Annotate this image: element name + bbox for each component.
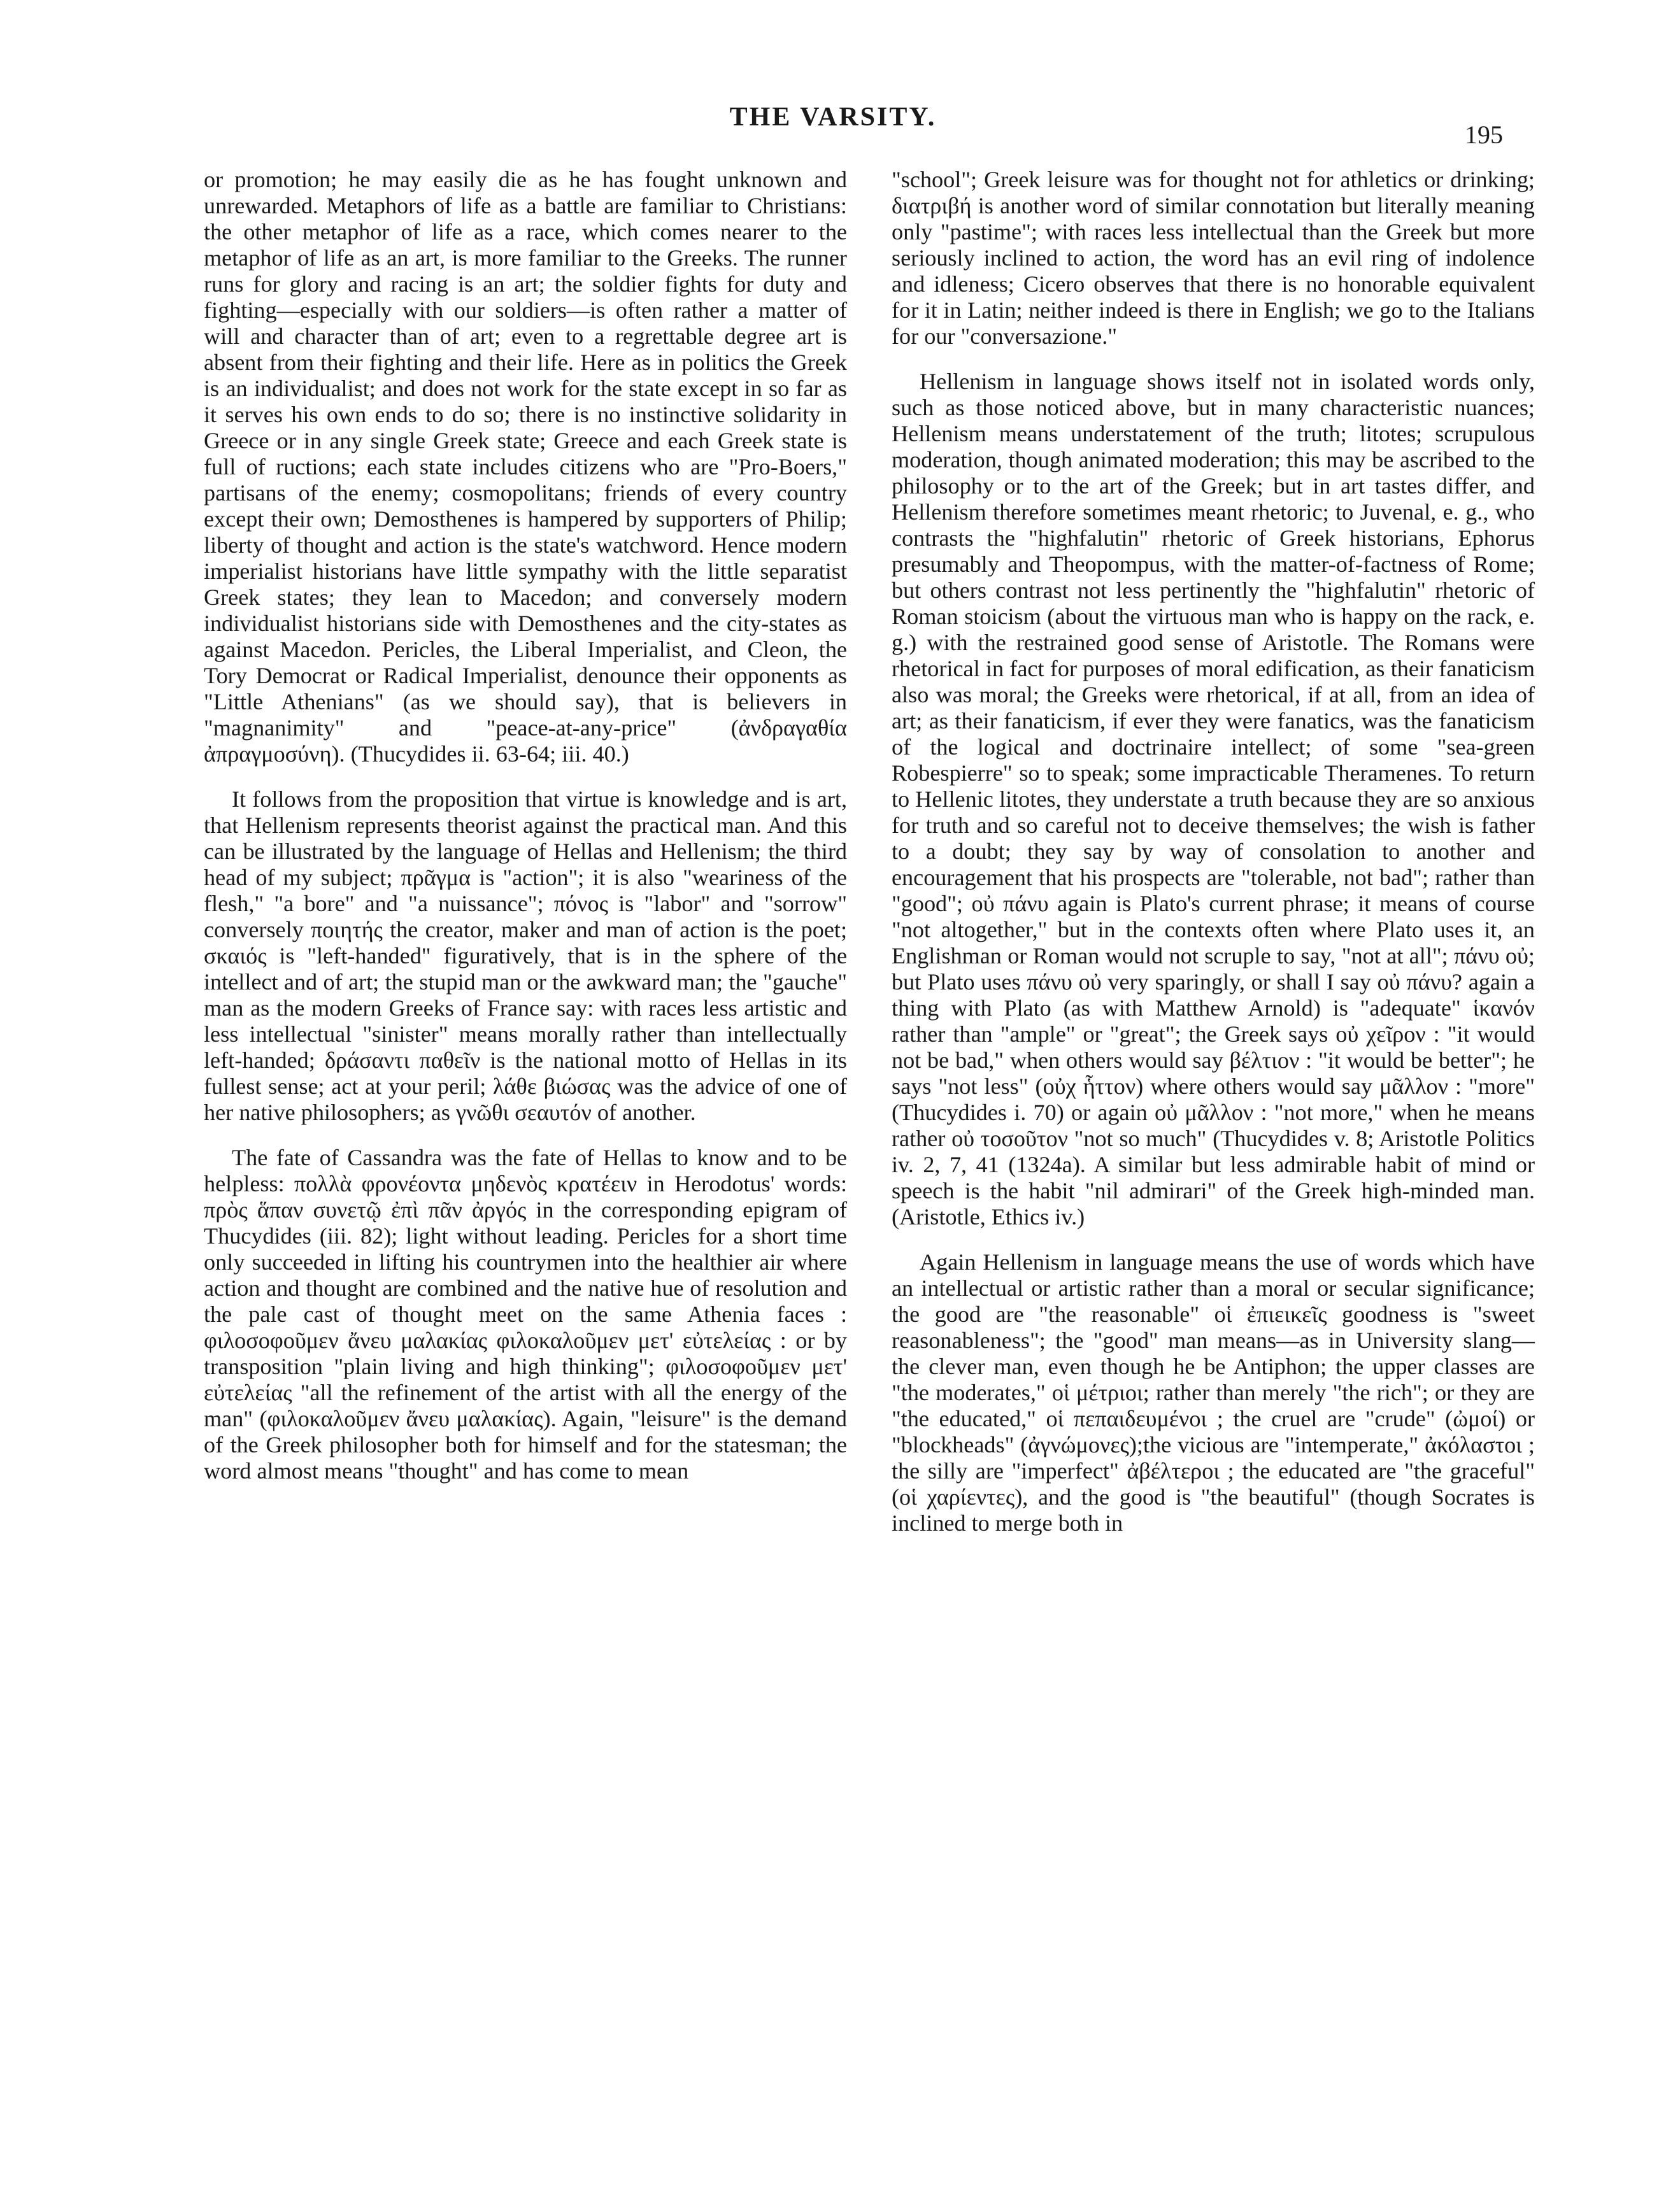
journal-title: THE VARSITY.	[729, 103, 937, 132]
right-column	[892, 167, 1535, 1556]
paragraph: The fate of Cassandra was the fate of Hellas to know and to be helpless: πολλὰ φρονέοντα μηδενὸς κρατέειν in Herodotus' words: πρὸς ἅπαν συνετῷ ἐπὶ πᾶν ἀργός in the corresponding epigram of Thucydides (iii. 82); light without leading. Pericles for a short time only succeeded in lifting his countrymen into the healthier air where action and thought are combined and the native hue of resolution and the pale cast of thought meet on the same Athenia faces : φιλοσοφοῦμεν ἄνευ μαλακίας φιλοκαλοῦμεν μετ' εὐτελείας : or by transposition "plain living and high thinking"; φιλοσοφοῦμεν μετ' εὐτελείας "all the refinement of the artist with all the energy of the man" (φιλοκαλοῦμεν ἄνευ μαλακίας). Again, "leisure" is the demand of the Greek philosopher both for himself and for the statesman; the word almost means "thought" and has come to mean	[204, 1145, 847, 1484]
paragraph: "school"; Greek leisure was for thought not for athletics or drinking; διατριβή is another word of similar connotation but literally meaning only "pastime"; with races less intellectual than the Greek but more seriously inclined to action, the word has an evil ring of indolence and idleness; Cicero observes that there is no honorable equivalent for it in Latin; neither indeed is there in English; we go to the Italians for our "conversazione."	[892, 167, 1535, 349]
page-number: 195	[1465, 120, 1503, 149]
paragraph: Again Hellenism in language means the use of words which have an intellectual or artistic rather than a moral or secular significance; the good are "the reasonable" οἱ ἐπιεικεῖς goodness is "sweet reasonableness"; the "good" man means—as in University slang—the clever man, even though he be Antiphon; the upper classes are "the moderates," οἱ μέτριοι; rather than merely "the rich"; or they are "the educated," οἱ πεπαιδευμένοι ; the cruel are "crude" (ὠμοί) or "blockheads" (ἀγνώμονες);the vicious are "intemperate," ἀκόλαστοι ; the silly are "imperfect" ἀβέλτεροι ; the educated are "the graceful" (οἱ χαρίεντες), and the good is "the beautiful" (though Socrates is inclined to merge both in	[892, 1249, 1535, 1536]
paragraph: or promotion; he may easily die as he has fought unknown and unrewarded. Metaphors of life as a battle are familiar to Christians: the other metaphor of life as a race, which comes nearer to the metaphor of life as an art, is more familiar to the Greeks. The runner runs for glory and racing is an art; the soldier fights for duty and fighting—especially with our soldiers—is often rather a matter of will and character than of art; even to a regrettable degree art is absent from their fighting and their life. Here as in politics the Greek is an individualist; and does not work for the state except in so far as it serves his own ends to do so; there is no instinctive solidarity in Greece or in any single Greek state; Greece and each Greek state is full of ructions; each state includes citizens who are "Pro-Boers," partisans of the enemy; cosmopolitans; friends of every country except their own; Demosthenes is hampered by supporters of Philip; liberty of thought and action is the state's watchword. Hence modern imperialist historians have little sympathy with the little separatist Greek states; they lean to Macedon; and conversely modern individualist historians side with Demosthenes and the city-states as against Macedon. Pericles, the Liberal Imperialist, and Cleon, the Tory Democrat or Radical Imperialist, denounce their opponents as "Little Athenians" (as we should say), that is believers in "magnanimity" and "peace-at-any-price" (ἀνδραγαθία ἀπραγμοσύνη). (Thucydides ii. 63-64; iii. 40.)	[204, 167, 847, 767]
paragraph: Hellenism in language shows itself not in isolated words only, such as those noticed above, but in many characteristic nuances; Hellenism means understatement of the truth; litotes; scrupulous moderation, though animated moderation; this may be ascribed to the philosophy or to the art of the Greek; but in art tastes differ, and Hellenism therefore sometimes meant rhetoric; to Juvenal, e. g., who contrasts the "highfalutin" rhetoric of Greek historians, Ephorus presumably and Theopompus, with the matter-of-factness of Rome; but others contrast not less pertinently the "highfalutin" rhetoric of Roman stoicism (about the virtuous man who is happy on the rack, e. g.) with the restrained good sense of Aristotle. The Romans were rhetorical in fact for purposes of moral edification, as their fanaticism also was moral; the Greeks were rhetorical, if at all, from an idea of art; as their fanaticism, if ever they were fanatics, was the fanaticism of the logical and doctrinaire intellect; of some "sea-green Robespierre" so to speak; some impracticable Theramenes. To return to Hellenic litotes, they understate a truth because they are so anxious for truth and so careful not to deceive themselves; the wish is father to a doubt; they say by way of consolation to another and encouragement that his prospects are "tolerable, not bad"; rather than "good"; οὐ πάνυ again is Plato's current phrase; it means of course "not altogether," but in the contexts often where Plato uses it, an Englishman or Roman would not scruple to say, "not at all"; πάνυ οὐ; but Plato uses πάνυ οὐ very sparingly, or shall I say οὐ πάνυ? again a thing with Plato (as with Matthew Arnold) is "adequate" ἱκανόν rather than "ample" or "great"; the Greek says οὐ χεῖρον : "it would not be bad," when others would say βέλτιον : "it would be better"; he says "not less" (οὐχ ἧττον) where others would say μᾶλλον : "more" (Thucydides i. 70) or again οὐ μᾶλλον : "not more," when he means rather οὐ τοσοῦτον "not so much" (Thucydides v. 8; Aristotle Politics iv. 2, 7, 41 (1324a). A similar but less admirable habit of mind or speech is the habit "nil admirari" of the Greek high-minded man. (Aristotle, Ethics iv.)	[892, 369, 1535, 1230]
paragraph: It follows from the proposition that virtue is knowledge and is art, that Hellenism represents theorist against the practical man. And this can be illustrated by the language of Hellas and Hellenism; the third head of my subject; πρᾶγμα is "action"; it is also "weariness of the flesh," "a bore" and "a nuissance"; πόνος is "labor" and "sorrow" conversely ποιητής the creator, maker and man of action is the poet; σκαιός is "left-handed" figuratively, that is in the sphere of the intellect and of art; the stupid man or the awkward man; the "gauche" man as the modern Greeks of France say: with races less artistic and less intellectual "sinister" means morally rather than intellectually left-handed; δράσαντι παθεῖν is the national motto of Hellas in its fullest sense; act at your peril; λάθε βιώσας was the advice of one of her native philosophers; as γνῶθι σεαυτόν of another.	[204, 786, 847, 1125]
left-column	[204, 167, 847, 1503]
